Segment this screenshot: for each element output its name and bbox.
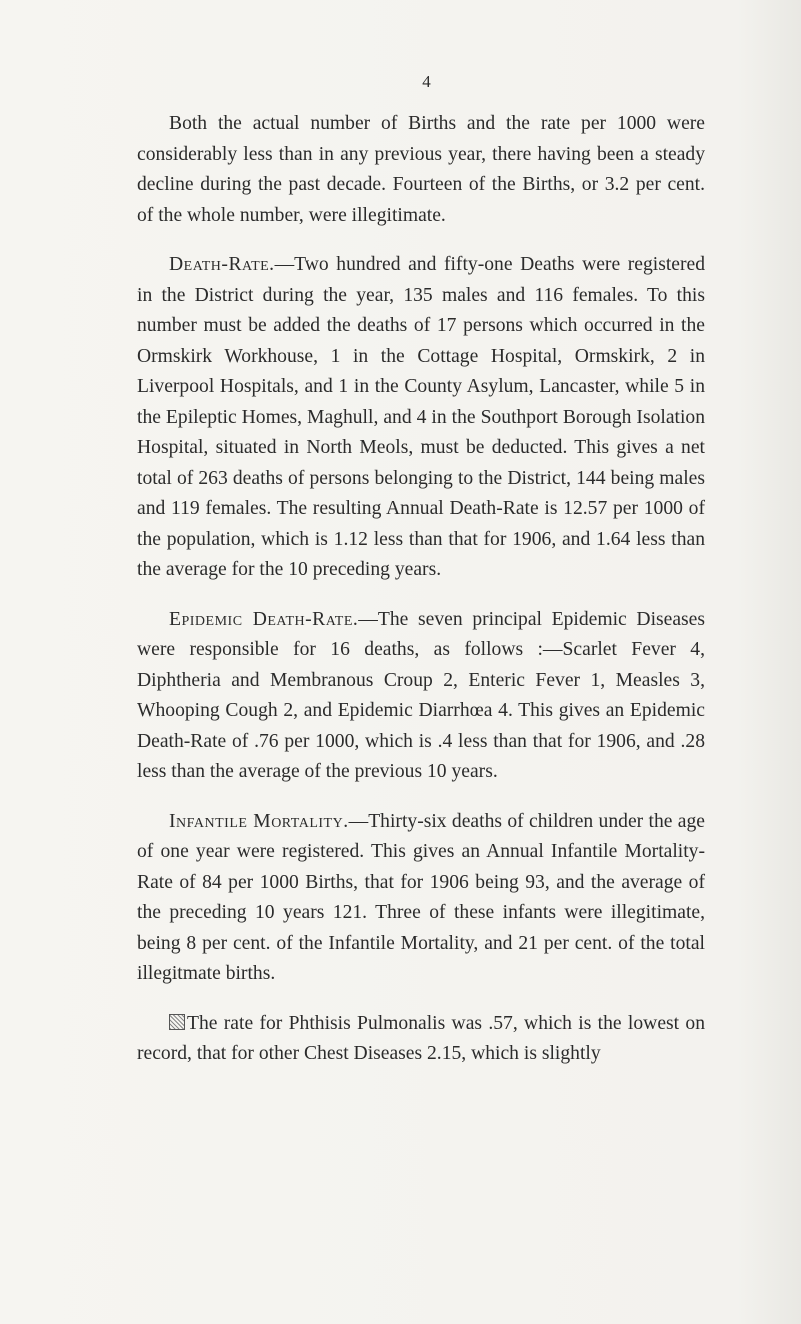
- epidemic-heading: Epidemic Death-Rate.: [169, 608, 359, 630]
- infantile-paragraph: [137, 807, 705, 990]
- death-rate-paragraph: [137, 250, 705, 586]
- page-number: 4: [422, 72, 431, 91]
- death-rate-heading: Death-Rate.: [169, 254, 275, 275]
- phthisis-text: The rate for Phthisis Pulmonalis was .57, which is the lowest on record, that for other Chest Diseases 2.15, which is slightly: [137, 1012, 705, 1064]
- infantile-heading: Infantile Mortality.: [169, 810, 349, 832]
- phthisis-paragraph: [137, 1009, 705, 1070]
- infantile-text: —Thirty-six deaths of children under the age of one year were registered. This gives an Annual Infantile Mortality-Rate of 84 per 1000 Births, that for 1906 being 93, and the average of the preceding 10 years 121. Three of these infants were illegitimate, being 8 per cent. of the Infantile Mortality, and 21 per cent. of the total illegitmate births.: [137, 810, 705, 984]
- page-body: [137, 109, 705, 1089]
- printer-mark-icon: [169, 1014, 185, 1030]
- epidemic-text: —The seven principal Epidemic Diseases were responsible for 16 deaths, as follows :—Scarlet Fever 4, Diphtheria and Membranous Croup 2, Enteric Fever 1, Measles 3, Whooping Cough 2, and Epidemic Diarrhœa 4. This gives an Epidemic Death-Rate of .76 per 1000, which is .4 less than that for 1906, and .28 less than the average of the previous 10 years.: [137, 608, 705, 782]
- births-paragraph: Both the actual number of Births and the rate per 1000 were considerably less than in any previous year, there having been a steady decline during the past decade. Fourteen of the Births, or 3.2 per cent. of the whole number, were illegitimate.: [137, 113, 705, 226]
- death-rate-text: —Two hundred and fifty-one Deaths were registered in the District during the year, 135 males and 116 females. To this number must be added the deaths of 17 persons which occurred in the Ormskirk Workhouse, 1 in the Cottage Hospital, Ormskirk, 2 in Liverpool Hospitals, and 1 in the County Asylum, Lancaster, while 5 in the Epileptic Homes, Maghull, and 4 in the Southport Borough Isolation Hospital, situated in North Meols, must be deducted. This gives a net total of 263 deaths of persons belonging to the District, 144 being males and 119 females. The resulting Annual Death-Rate is 12.57 per 1000 of the population, which is 1.12 less than that for 1906, and 1.64 less than the average for the 10 preceding years.: [137, 254, 705, 580]
- epidemic-paragraph: [137, 605, 705, 788]
